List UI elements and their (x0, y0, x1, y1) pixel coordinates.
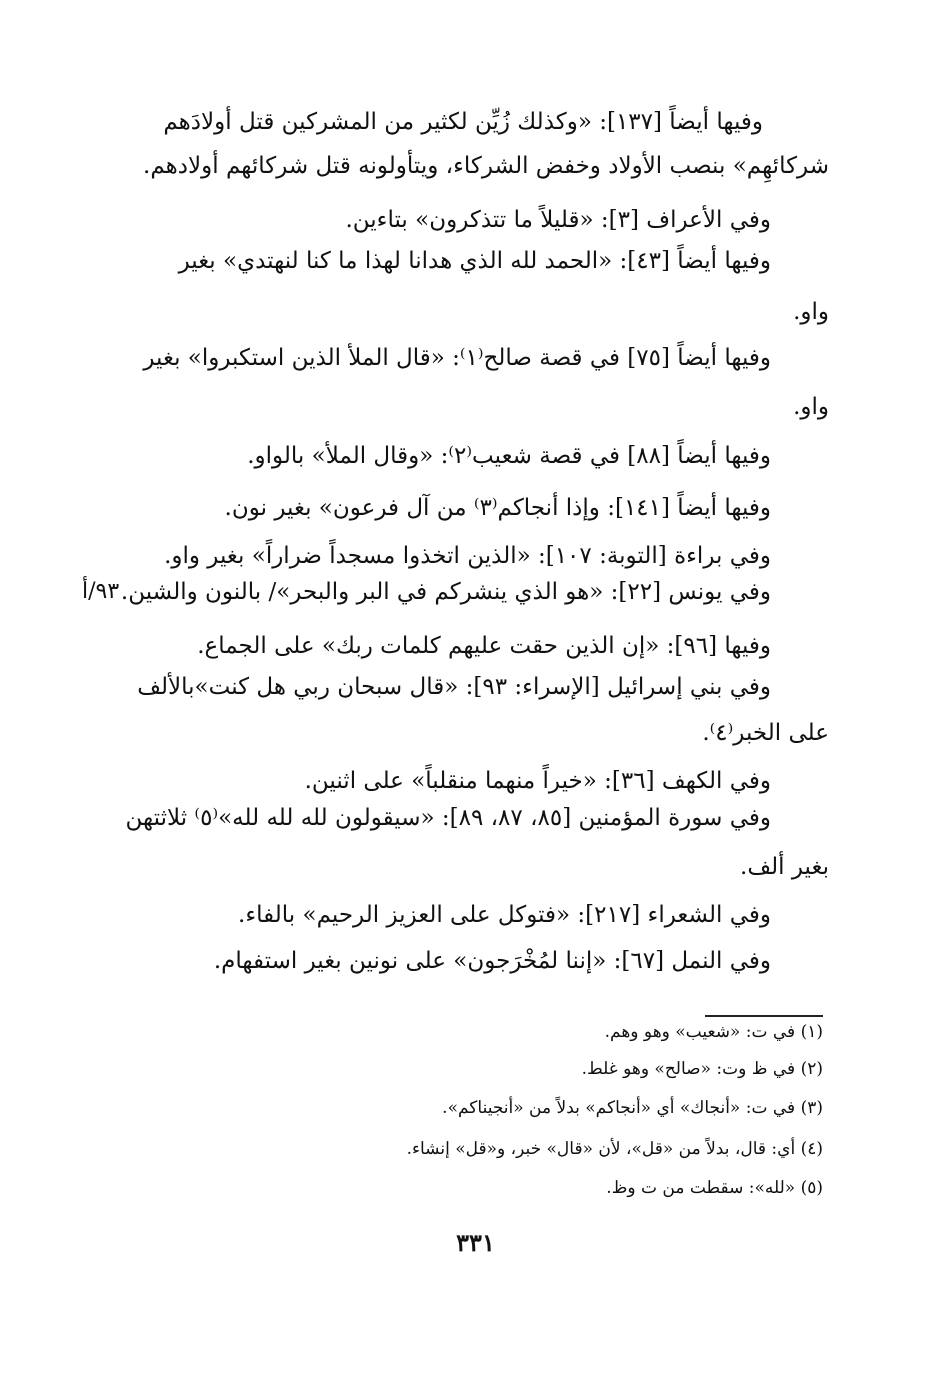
text-line: وفيها أيضاً [٨٨] في قصة شعيب⁽٢⁾: «وقال الملأ» بالواو. (247, 443, 771, 469)
text-line: وفيها أيضاً [٧٥] في قصة صالح⁽١⁾: «قال الملأ الذين استكبروا» بغير (143, 345, 771, 371)
text-line: وفيها [٩٦]: «إن الذين حقت عليهم كلمات ربك» على الجماع. (197, 633, 771, 659)
text-line: وفي براءة [التوبة: ١٠٧]: «الذين اتخذوا مسجداً ضراراً» بغير واو. (164, 543, 771, 569)
footnote: (١) في ت: «شعيب» وهو وهم. (604, 1022, 823, 1042)
footnote: (٤) أي: قال، بدلاً من «قل»، لأن «قال» خبر، و«قل» إنشاء. (406, 1139, 823, 1159)
text-line: وفي النمل [٦٧]: «إننا لمُخْرَجون» على نونين بغير استفهام. (213, 948, 771, 974)
text-line: على الخبر⁽٤⁾. (702, 720, 829, 746)
footnote: (٣) في ت: «أنجاك» أي «أنجاكم» بدلاً من «أنجيناكم». (442, 1098, 823, 1118)
text-line: وفي بني إسرائيل [الإسراء: ٩٣]: «قال سبحان ربي هل كنت»بالألف (137, 674, 771, 700)
text-line: واو. (793, 299, 829, 325)
text-line: وفي الشعراء [٢١٧]: «فتوكل على العزيز الرحيم» بالفاء. (238, 902, 771, 928)
footnote: (٥) «لله»: سقطت من ت وظ. (606, 1178, 823, 1198)
text-line: وفيها أيضاً [٤٣]: «الحمد لله الذي هدانا لهذا ما كنا لنهتدي» بغير (178, 248, 771, 274)
text-line: شركائهِم» بنصب الأولاد وخفض الشركاء، ويتأولونه قتل شركائهم أولادهم. (143, 153, 829, 179)
text-line: بغير ألف. (740, 854, 829, 880)
text-line: وفي سورة المؤمنين [٨٥، ٨٧، ٨٩]: «سيقولون لله لله لله»⁽٥⁾ ثلاثتهن (125, 805, 771, 831)
text-line: وفي الأعراف [٣]: «قليلاً ما تتذكرون» بتاءين. (345, 207, 771, 233)
page-number: ٣٣١ (456, 1228, 495, 1257)
footnote-separator (705, 1015, 823, 1017)
text-line: وفيها أيضاً [١٣٧]: «وكذلك زُيِّن لكثير من المشركين قتل أولادَهم (163, 109, 763, 135)
footnote: (٢) في ظ وت: «صالح» وهو غلط. (581, 1059, 823, 1079)
text-line: واو. (793, 394, 829, 420)
text-line: وفي الكهف [٣٦]: «خيراً منهما منقلباً» على اثنين. (304, 768, 771, 794)
margin-folio-note: ٩٣/أ (82, 579, 120, 604)
text-line: وفيها أيضاً [١٤١]: وإذا أنجاكم⁽٣⁾ من آل فرعون» بغير نون. (224, 495, 771, 521)
text-line: وفي يونس [٢٢]: «هو الذي ينشركم في البر والبحر»/ بالنون والشين. (120, 579, 771, 605)
